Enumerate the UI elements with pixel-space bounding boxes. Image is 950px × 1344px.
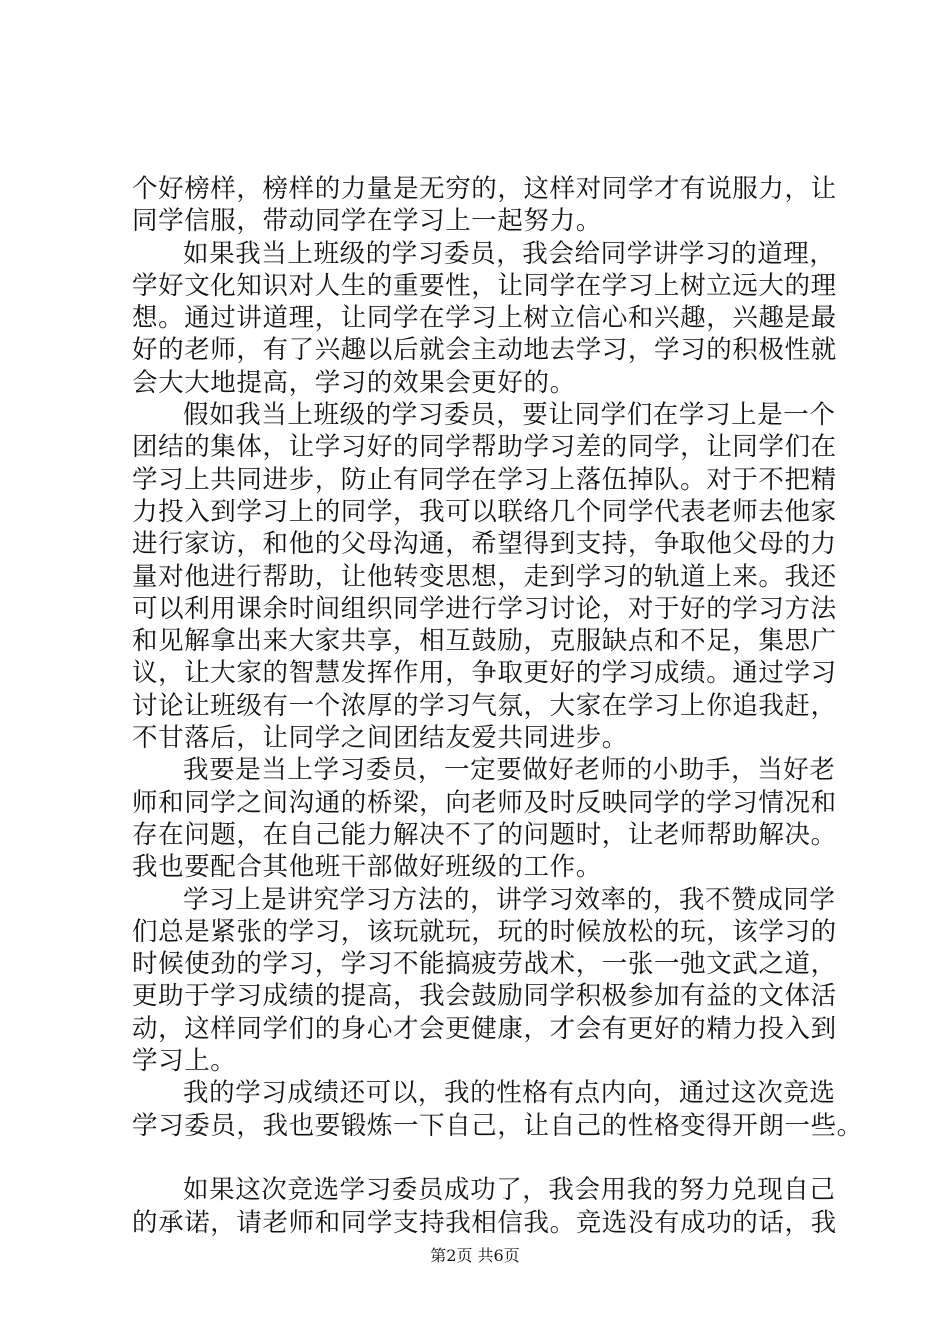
text-line: 学好文化知识对人生的重要性，让同学在学习上树立远大的理 [132, 270, 837, 301]
text-line: 同学信服，带动同学在学习上一起努力。 [132, 206, 602, 237]
text-line: 讨论让班级有一个浓厚的学习气氛，大家在学习上你追我赶， [132, 690, 837, 721]
text-line: 学习委员，我也要锻炼一下自己，让自己的性格变得开朗一些。 [132, 1110, 863, 1141]
paragraph-start-line: 如果我当上班级的学习委员，我会给同学讲学习的道理， [183, 238, 836, 269]
text-line: 好的老师，有了兴趣以后就会主动地去学习，学习的积极性就 [132, 335, 837, 366]
blank-line [132, 1142, 832, 1174]
text-line: 存在问题，在自己能力解决不了的问题时，让老师帮助解决。 [132, 819, 837, 850]
text-line: 想。通过讲道理，让同学在学习上树立信心和兴趣，兴趣是最 [132, 303, 837, 334]
text-line: 个好榜样，榜样的力量是无穷的，这样对同学才有说服力，让 [132, 174, 837, 204]
document-body [132, 173, 863, 1239]
text-line: 团结的集体，让学习好的同学帮助学习差的同学，让同学们在 [132, 432, 837, 463]
paragraph-start-line: 如果这次竞选学习委员成功了，我会用我的努力兑现自己 [183, 1175, 836, 1206]
paragraph-start-line: 我要是当上学习委员，一定要做好老师的小助手，当好老 [183, 755, 836, 786]
text-line: 师和同学之间沟通的桥梁，向老师及时反映同学的学习情况和 [132, 787, 837, 818]
text-line: 们总是紧张的学习，该玩就玩，玩的时候放松的玩，该学习的 [132, 916, 837, 947]
paragraph-start-line: 假如我当上班级的学习委员，要让同学们在学习上是一个 [183, 400, 836, 431]
text-line: 时候使劲的学习，学习不能搞疲劳战术，一张一弛文武之道， [132, 949, 837, 980]
text-line: 的承诺，请老师和同学支持我相信我。竞选没有成功的话，我 [132, 1207, 837, 1238]
text-line: 我也要配合其他班干部做好班级的工作。 [132, 852, 602, 883]
text-line: 动，这样同学们的身心才会更健康，才会有更好的精力投入到 [132, 1013, 837, 1044]
text-line: 和见解拿出来大家共享，相互鼓励，克服缺点和不足，集思广 [132, 626, 837, 657]
page-number-footer: 第2页 共6页 [430, 1246, 520, 1265]
text-line: 更助于学习成绩的提高，我会鼓励同学积极参加有益的文体活 [132, 981, 837, 1012]
text-line: 议，让大家的智慧发挥作用，争取更好的学习成绩。通过学习 [132, 658, 837, 689]
text-line: 不甘落后，让同学之间团结友爱共同进步。 [132, 723, 628, 754]
text-line: 进行家访，和他的父母沟通，希望得到支持，争取他父母的力 [132, 529, 837, 560]
text-line: 学习上共同进步，防止有同学在学习上落伍掉队。对于不把精 [132, 464, 837, 495]
text-line: 量对他进行帮助，让他转变思想，走到学习的轨道上来。我还 [132, 561, 837, 592]
text-line: 会大大地提高，学习的效果会更好的。 [132, 367, 576, 398]
paragraph-start-line: 学习上是讲究学习方法的，讲学习效率的，我不赞成同学 [183, 884, 836, 915]
text-line: 学习上。 [132, 1046, 237, 1077]
text-line: 力投入到学习上的同学，我可以联络几个同学代表老师去他家 [132, 496, 837, 527]
paragraph-start-line: 我的学习成绩还可以，我的性格有点内向，通过这次竞选 [183, 1078, 836, 1109]
text-line: 可以利用课余时间组织同学进行学习讨论，对于好的学习方法 [132, 593, 837, 624]
